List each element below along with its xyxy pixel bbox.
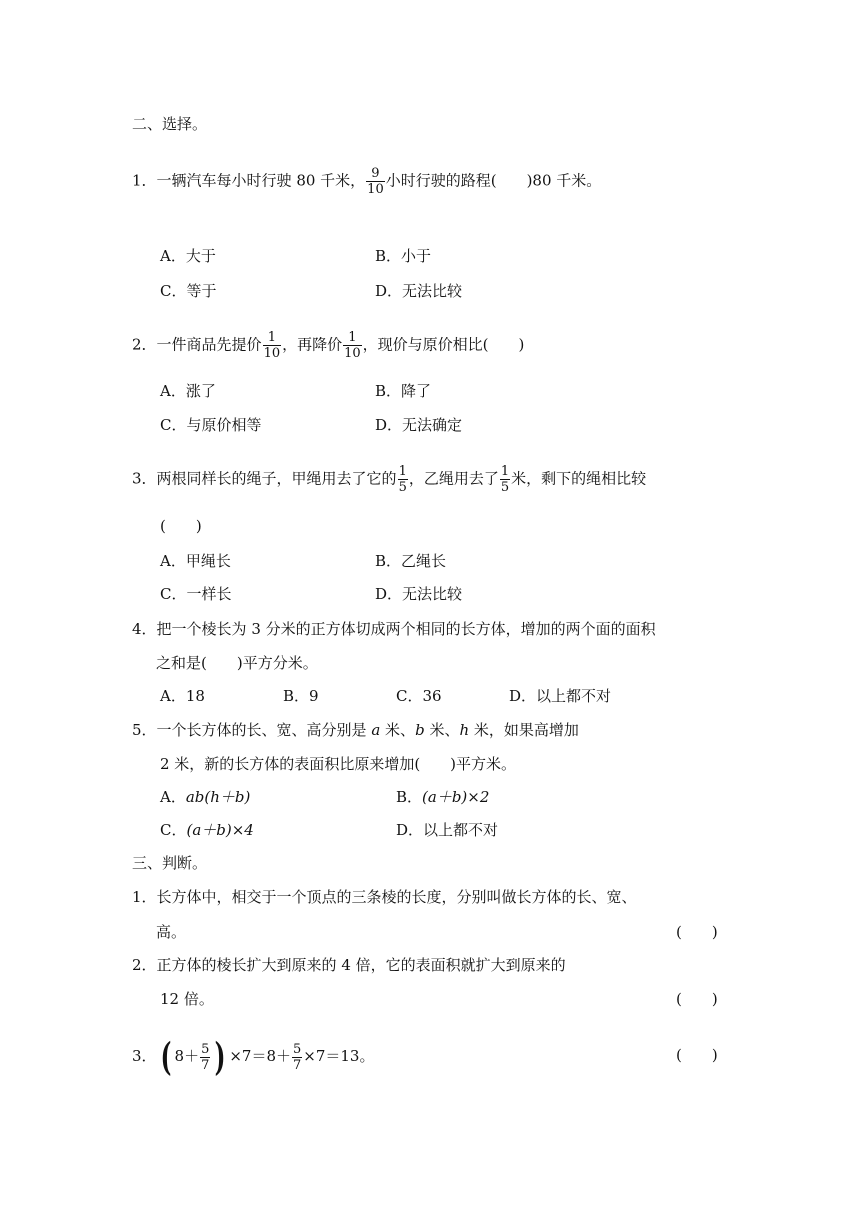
question-text: 正方体的棱长扩大到原来的 4 倍，它的表面积就扩大到原来的 xyxy=(156,956,566,974)
fraction-numerator: 1 xyxy=(398,464,407,479)
question-number: 1． xyxy=(132,171,157,190)
question-text: 米，如果高增加 xyxy=(469,721,579,739)
question-number: 5． xyxy=(132,721,157,739)
question-text: ，乙绳用去了 xyxy=(408,469,499,488)
judge-mark[interactable]: ( ) xyxy=(676,923,718,941)
option-c[interactable] xyxy=(160,820,254,840)
question-text: 米、 xyxy=(380,721,416,739)
question-text: 小时行驶的路程( xyxy=(385,171,497,190)
expression: 8＋ xyxy=(174,1047,200,1065)
option-d[interactable]: D．无法比较 xyxy=(375,585,463,603)
option-b[interactable] xyxy=(396,787,489,807)
option-b[interactable]: B．降了 xyxy=(375,382,432,400)
question-number: 2． xyxy=(132,335,157,354)
question-text: ) xyxy=(518,335,525,354)
fraction xyxy=(292,1042,302,1073)
option-b[interactable]: B．小于 xyxy=(375,247,432,265)
option-label: A． xyxy=(160,788,186,806)
option-d[interactable]: D．以上都不对 xyxy=(509,687,612,705)
fraction xyxy=(200,1042,210,1073)
question-number: 3． xyxy=(132,469,157,488)
fraction-denominator: 5 xyxy=(500,480,510,495)
option-d[interactable]: D．无法确定 xyxy=(375,416,463,434)
question-number: 1． xyxy=(132,888,157,906)
question-1 xyxy=(132,166,601,197)
question-text: ，再降价 xyxy=(282,335,343,354)
variable: a xyxy=(371,721,381,739)
option-a[interactable]: A．18 xyxy=(160,687,205,705)
option-d[interactable]: D．无法比较 xyxy=(375,282,463,300)
section-title-choice: 二、选择。 xyxy=(132,115,208,133)
option-expression: ab(h＋b) xyxy=(185,788,251,806)
fraction xyxy=(343,330,362,361)
fraction-denominator: 10 xyxy=(367,182,384,197)
fraction-denominator: 10 xyxy=(263,346,281,361)
fraction xyxy=(398,464,408,495)
fraction-numerator: 5 xyxy=(201,1041,210,1057)
fraction xyxy=(366,166,385,197)
question-text: 一件商品先提价 xyxy=(156,335,262,354)
option-b[interactable]: B．乙绳长 xyxy=(375,552,447,570)
question-text: 米，剩下的绳相比较 xyxy=(511,469,647,488)
option-a[interactable] xyxy=(160,787,250,807)
question-number: 2． xyxy=(132,956,157,974)
fraction-numerator: 1 xyxy=(343,330,362,346)
fraction-denominator: 7 xyxy=(293,1057,302,1073)
question-text: 米、 xyxy=(424,721,460,739)
question-5-line-2: 2 米，新的长方体的表面积比原来增加( )平方米。 xyxy=(160,755,517,773)
question-number: 3． xyxy=(132,1047,157,1065)
variable: h xyxy=(459,721,470,739)
question-5 xyxy=(132,720,579,740)
option-expression: (a＋b)×4 xyxy=(186,821,254,839)
expression: ×7＝8＋ xyxy=(229,1047,291,1065)
fraction-numerator: 9 xyxy=(366,166,385,182)
option-a[interactable]: A．大于 xyxy=(160,247,216,265)
judge-mark[interactable]: ( ) xyxy=(676,1046,718,1064)
question-text: 一个长方体的长、宽、高分别是 xyxy=(156,721,372,739)
question-2 xyxy=(132,330,524,361)
judge-2-line-2: 12 倍。 xyxy=(160,990,214,1008)
question-text: 把一个棱长为 3 分米的正方体切成两个相同的长方体，增加的两个面的面积 xyxy=(156,620,656,638)
fraction-numerator: 1 xyxy=(263,330,282,346)
fraction-numerator: 1 xyxy=(500,464,510,479)
judge-1 xyxy=(132,887,637,907)
left-bracket: ( xyxy=(160,1034,171,1079)
option-a[interactable]: A．甲绳长 xyxy=(160,552,231,570)
question-text: )80 千米。 xyxy=(526,171,602,190)
option-label: C． xyxy=(160,821,187,839)
option-expression: (a＋b)×2 xyxy=(422,788,490,806)
question-4-line-2: 之和是( )平方分米。 xyxy=(156,654,318,672)
fraction-denominator: 7 xyxy=(201,1057,210,1073)
question-text: 两根同样长的绳子，甲绳用去了它的 xyxy=(156,469,397,488)
question-text: 长方体中，相交于一个顶点的三条棱的长度，分别叫做长方体的长、宽、 xyxy=(156,888,637,906)
fraction xyxy=(263,330,282,361)
question-3 xyxy=(132,464,646,495)
option-a[interactable]: A．涨了 xyxy=(160,382,216,400)
fraction-denominator: 5 xyxy=(398,480,407,495)
option-c[interactable]: C．一样长 xyxy=(160,585,232,603)
question-number: 4． xyxy=(132,620,157,638)
question-text: ，现价与原价相比( xyxy=(362,335,489,354)
option-c[interactable]: C．与原价相等 xyxy=(160,416,262,434)
option-label: B． xyxy=(396,788,423,806)
judge-2 xyxy=(132,955,566,975)
right-bracket: ) xyxy=(214,1034,226,1079)
fraction-denominator: 10 xyxy=(344,346,361,361)
option-c[interactable]: C．等于 xyxy=(160,282,217,300)
judge-1-line-2: 高。 xyxy=(156,923,187,941)
judge-3 xyxy=(132,1034,375,1079)
question-text: 一辆汽车每小时行驶 80 千米， xyxy=(156,171,366,190)
option-b[interactable]: B．9 xyxy=(283,687,319,705)
question-4 xyxy=(132,619,656,639)
answer-blank[interactable]: ( ) xyxy=(160,517,202,535)
fraction xyxy=(500,464,510,495)
option-d[interactable]: D．以上都不对 xyxy=(396,821,499,839)
option-c[interactable]: C．36 xyxy=(396,687,442,705)
section-title-judge: 三、判断。 xyxy=(132,854,208,872)
judge-mark[interactable]: ( ) xyxy=(676,990,718,1008)
variable: b xyxy=(415,721,425,739)
fraction-numerator: 5 xyxy=(293,1041,302,1057)
expression: ×7＝13。 xyxy=(303,1047,375,1065)
